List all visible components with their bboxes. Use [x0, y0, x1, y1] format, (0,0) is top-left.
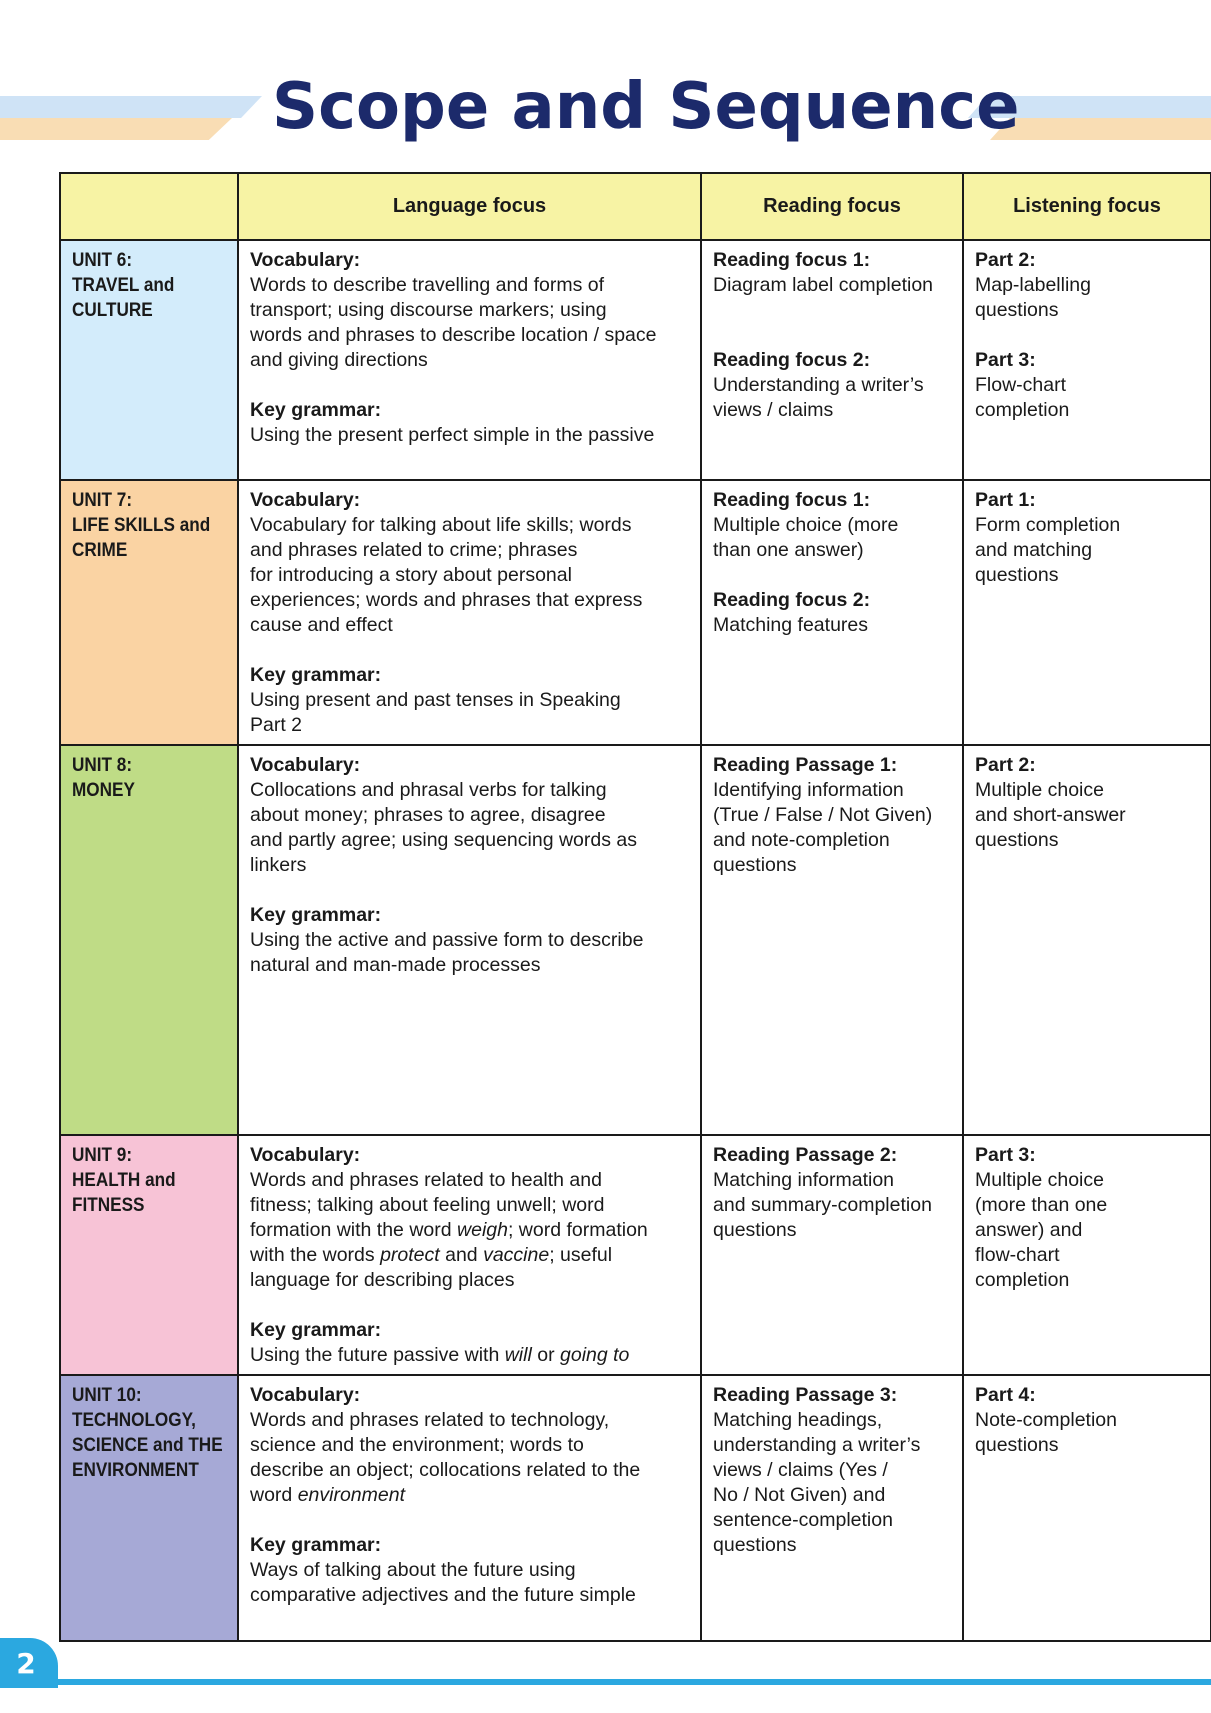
- listening-focus-cell: Part 2: Map-labelling questions Part 3: Flow-chart completion: [963, 240, 1211, 480]
- table-row: [60, 480, 1211, 745]
- language-focus-cell: Vocabulary: Words and phrases related to technology, science and the environment; words to describe an object; collocations related to the word environment Key grammar: Ways of talking about the future using comparative adjectives and the future simple: [238, 1375, 701, 1641]
- header-row: [60, 173, 1211, 240]
- unit-cell: UNIT 7: LIFE SKILLS and CRIME: [60, 480, 238, 745]
- language-focus-cell: Vocabulary: Words and phrases related to health and fitness; talking about feeling unwell; word formation with the word weigh; word formation with the words protect and vaccine; useful language for describing places Key grammar: Using the future passive with will or going to: [238, 1135, 701, 1375]
- language-focus-cell: Vocabulary: Vocabulary for talking about life skills; words and phrases related to crime; phrases for introducing a story about personal experiences; words and phrases that express cause and effect Key grammar: Using present and past tenses in Speaking Part 2: [238, 480, 701, 745]
- listening-focus-cell: Part 1: Form completion and matching questions: [963, 480, 1211, 745]
- unit-cell: UNIT 9: HEALTH and FITNESS: [60, 1135, 238, 1375]
- header-stripe-orange-left: [0, 118, 232, 140]
- table-row: [60, 1375, 1211, 1641]
- header-listening-focus: Listening focus: [963, 173, 1211, 240]
- language-focus-cell: Vocabulary: Collocations and phrasal verbs for talking about money; phrases to agree, disagree and partly agree; using sequencing words as linkers Key grammar: Using the active and passive form to describe natural and man-made processes: [238, 745, 701, 1135]
- unit-cell: UNIT 6: TRAVEL and CULTURE: [60, 240, 238, 480]
- reading-focus-cell: Reading Passage 2: Matching information and summary-completion questions: [701, 1135, 963, 1375]
- language-focus-cell: Vocabulary: Words to describe travelling and forms of transport; using discourse markers; using words and phrases to describe location / space and giving directions Key grammar: Using the present perfect simple in the passive: [238, 240, 701, 480]
- unit-cell: UNIT 8: MONEY: [60, 745, 238, 1135]
- page-title: Scope and Sequence: [272, 70, 1020, 144]
- listening-focus-cell: Part 3: Multiple choice (more than one answer) and flow-chart completion: [963, 1135, 1211, 1375]
- header-reading-focus: Reading focus: [701, 173, 963, 240]
- table-row: [60, 240, 1211, 480]
- footer-bar: [0, 1679, 1211, 1685]
- header-stripe-orange-right: [990, 118, 1211, 140]
- header-language-focus: Language focus: [238, 173, 701, 240]
- unit-cell: UNIT 10: TECHNOLOGY, SCIENCE and THE ENVIRONMENT: [60, 1375, 238, 1641]
- vocabulary-label: Vocabulary:: [250, 249, 361, 271]
- header-stripe-blue-left: [0, 96, 262, 118]
- page-number: 2: [0, 1638, 58, 1688]
- reading-focus-cell: Reading focus 1: Multiple choice (more than one answer) Reading focus 2: Matching features: [701, 480, 963, 745]
- listening-focus-cell: Part 2: Multiple choice and short-answer questions: [963, 745, 1211, 1135]
- key-grammar-label: Key grammar:: [250, 399, 382, 421]
- table-row: [60, 1135, 1211, 1375]
- table-row: [60, 745, 1211, 1135]
- reading-focus-cell: Reading Passage 1: Identifying information (True / False / Not Given) and note-completion questions: [701, 745, 963, 1135]
- header-blank: [60, 173, 238, 240]
- reading-focus-cell: Reading focus 1: Diagram label completion Reading focus 2: Understanding a writer’s views / claims: [701, 240, 963, 480]
- reading-focus-cell: Reading Passage 3: Matching headings, understanding a writer’s views / claims (Yes / No / Not Given) and sentence-completion questions: [701, 1375, 963, 1641]
- scope-table: [59, 172, 1211, 1642]
- listening-focus-cell: Part 4: Note-completion questions: [963, 1375, 1211, 1641]
